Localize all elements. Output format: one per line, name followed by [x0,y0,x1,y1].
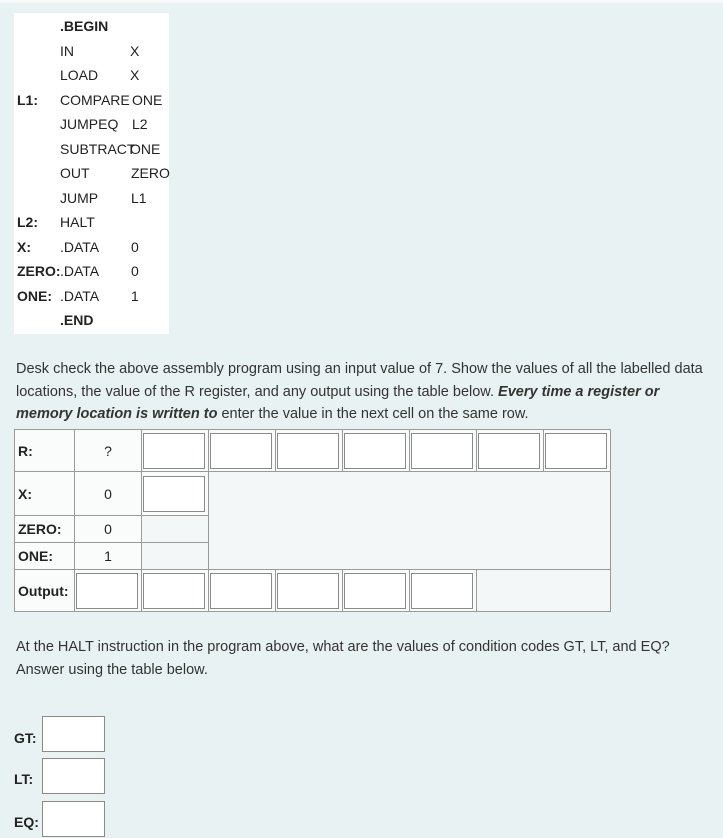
question-1-part-a: Desk check the above assembly program using an input value of 7. Show the values of all the labelled data locations, the value of the R register, and any output using the table below. [16,361,703,400]
program-label: ONE: [17,288,52,304]
output-cell [410,570,477,612]
output-input-2[interactable] [143,573,205,609]
output-input-3[interactable] [210,573,272,609]
one-label: ONE: [15,543,75,570]
program-op: SUBTRACT [60,141,136,157]
x-label: X: [15,472,75,516]
output-label: Output: [15,570,75,612]
program-op: IN [60,43,74,59]
program-arg: L1 [131,190,147,206]
r-cell [142,430,209,472]
program-op: .DATA [60,239,100,255]
gt-label: GT: [14,730,37,746]
output-cell [75,570,142,612]
program-op: .BEGIN [60,18,109,34]
program-op: LOAD [60,67,99,83]
program-listing [14,13,169,334]
program-arg: X [130,67,140,83]
gt-input[interactable] [42,716,105,752]
program-op: OUT [60,165,90,181]
x-initial-value: 0 [75,472,142,516]
program-arg: ONE [132,92,163,108]
output-cell [276,570,343,612]
output-row [15,570,611,612]
zero-initial-value: 0 [75,516,142,543]
question-1-part-b: enter the value in the next cell on the same row. [217,406,529,422]
output-cell [343,570,410,612]
program-arg: ONE [130,141,161,157]
r-cell [477,430,544,472]
empty-cell [142,516,209,543]
r-initial-value: ? [75,430,142,472]
program-arg: 1 [131,288,139,304]
r-cell [209,430,276,472]
program-op: JUMP [60,190,99,206]
output-cell [142,570,209,612]
lt-label: LT: [14,771,34,787]
r-cell [276,430,343,472]
x-input-1[interactable] [143,476,205,512]
program-arg: 0 [131,263,139,279]
x-row [15,472,611,516]
program-arg: X [130,43,140,59]
program-arg: L2 [132,116,148,132]
one-initial-value: 1 [75,543,142,570]
r-cell [544,430,611,472]
lt-input[interactable] [42,758,105,794]
r-cell [343,430,410,472]
empty-cell [477,570,611,612]
program-label: ZERO: [17,263,61,279]
eq-label: EQ: [14,814,39,830]
r-cell [410,430,477,472]
x-cell [142,472,209,516]
eq-input[interactable] [42,801,105,837]
program-arg: 0 [131,239,139,255]
question-1-emphasis: Every time a register or memory location is written to [16,383,660,422]
program-label: L1: [17,92,38,108]
r-input-4[interactable] [344,433,406,469]
program-label: L2: [17,214,38,230]
program-op: COMPARE [60,92,130,108]
empty-area [209,472,611,570]
r-input-2[interactable] [210,433,272,469]
output-input-4[interactable] [277,573,339,609]
program-op: HALT [60,214,95,230]
r-input-5[interactable] [411,433,473,469]
program-op: .DATA [60,288,100,304]
program-label: X: [17,239,31,255]
r-input-6[interactable] [478,433,540,469]
r-input-7[interactable] [545,433,607,469]
zero-label: ZERO: [15,516,75,543]
empty-cell [142,543,209,570]
program-op: JUMPEQ [60,116,119,132]
r-register-row [15,430,611,472]
r-label: R: [15,430,75,472]
r-input-1[interactable] [143,433,205,469]
program-arg: ZERO [131,165,170,181]
desk-check-table [14,429,611,612]
output-input-6[interactable] [411,573,473,609]
question-2-text: At the HALT instruction in the program above, what are the values of condition codes GT, LT, and EQ? Answer using the table below. [16,639,670,678]
program-op: .DATA [60,263,100,279]
program-op: .END [60,312,94,328]
output-input-5[interactable] [344,573,406,609]
r-input-3[interactable] [277,433,339,469]
output-input-1[interactable] [76,573,138,609]
question-1-text [16,358,716,426]
output-cell [209,570,276,612]
